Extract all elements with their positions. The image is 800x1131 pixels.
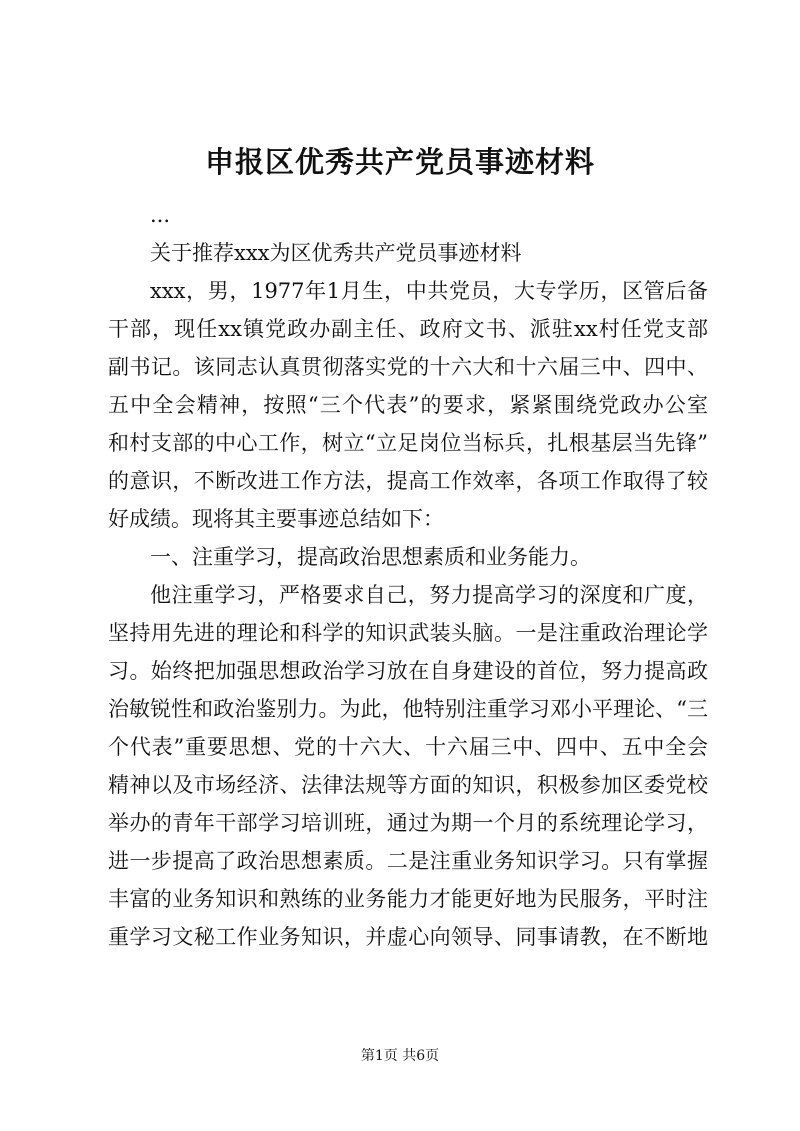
- section-heading: 一、注重学习，提高政治思想素质和业务能力。: [150, 545, 591, 569]
- paragraph-line: 举办的青年干部学习培训班，通过为期一个月的系统理论学习，: [108, 811, 708, 835]
- paragraph-line: 精神以及市场经济、法律法规等方面的知识，积极参加区委党校: [108, 773, 708, 797]
- paragraph-line: 副书记。该同志认真贯彻落实党的十六大和十六届三中、四中、: [108, 355, 708, 379]
- paragraph-line: 和村支部的中心工作，树立“立足岗位当标兵，扎根基层当先锋”: [108, 431, 708, 455]
- paragraph-line: 丰富的业务知识和熟练的业务能力才能更好地为民服务，平时注: [108, 887, 708, 911]
- ellipsis-line: ...: [150, 203, 171, 227]
- paragraph-line: 好成绩。现将其主要事迹总结如下：: [108, 507, 444, 531]
- document-title: 申报区优秀共产党员事迹材料: [204, 145, 595, 179]
- page-footer: 第1页 共6页: [360, 1048, 440, 1064]
- paragraph-line: 进一步提高了政治思想素质。二是注重业务知识学习。只有掌握: [108, 849, 708, 873]
- paragraph-line: 的意识，不断改进工作方法，提高工作效率，各项工作取得了较: [108, 469, 708, 493]
- subtitle-line: 关于推荐xxx为区优秀共产党员事迹材料: [150, 241, 522, 265]
- paragraph-line: 五中全会精神，按照“三个代表”的要求，紧紧围绕党政办公室: [108, 393, 708, 417]
- document-body: [108, 196, 708, 956]
- paragraph-line: 坚持用先进的理论和科学的知识武装头脑。一是注重政治理论学: [108, 621, 708, 645]
- paragraph-line: 干部，现任xx镇党政办副主任、政府文书、派驻xx村任党支部: [108, 317, 708, 341]
- paragraph-line: 习。始终把加强思想政治学习放在自身建设的首位，努力提高政: [108, 659, 708, 683]
- paragraph-line: 治敏锐性和政治鉴别力。为此，他特别注重学习邓小平理论、“三: [108, 697, 708, 721]
- paragraph-line: xxx，男，1977年1月生，中共党员，大专学历，区管后备: [150, 279, 708, 303]
- paragraph-line: 他注重学习，严格要求自己，努力提高学习的深度和广度，: [150, 583, 708, 607]
- paragraph-line: 个代表”重要思想、党的十六大、十六届三中、四中、五中全会: [108, 735, 708, 759]
- paragraph-line: 重学习文秘工作业务知识，并虚心向领导、同事请教，在不断地: [108, 925, 708, 949]
